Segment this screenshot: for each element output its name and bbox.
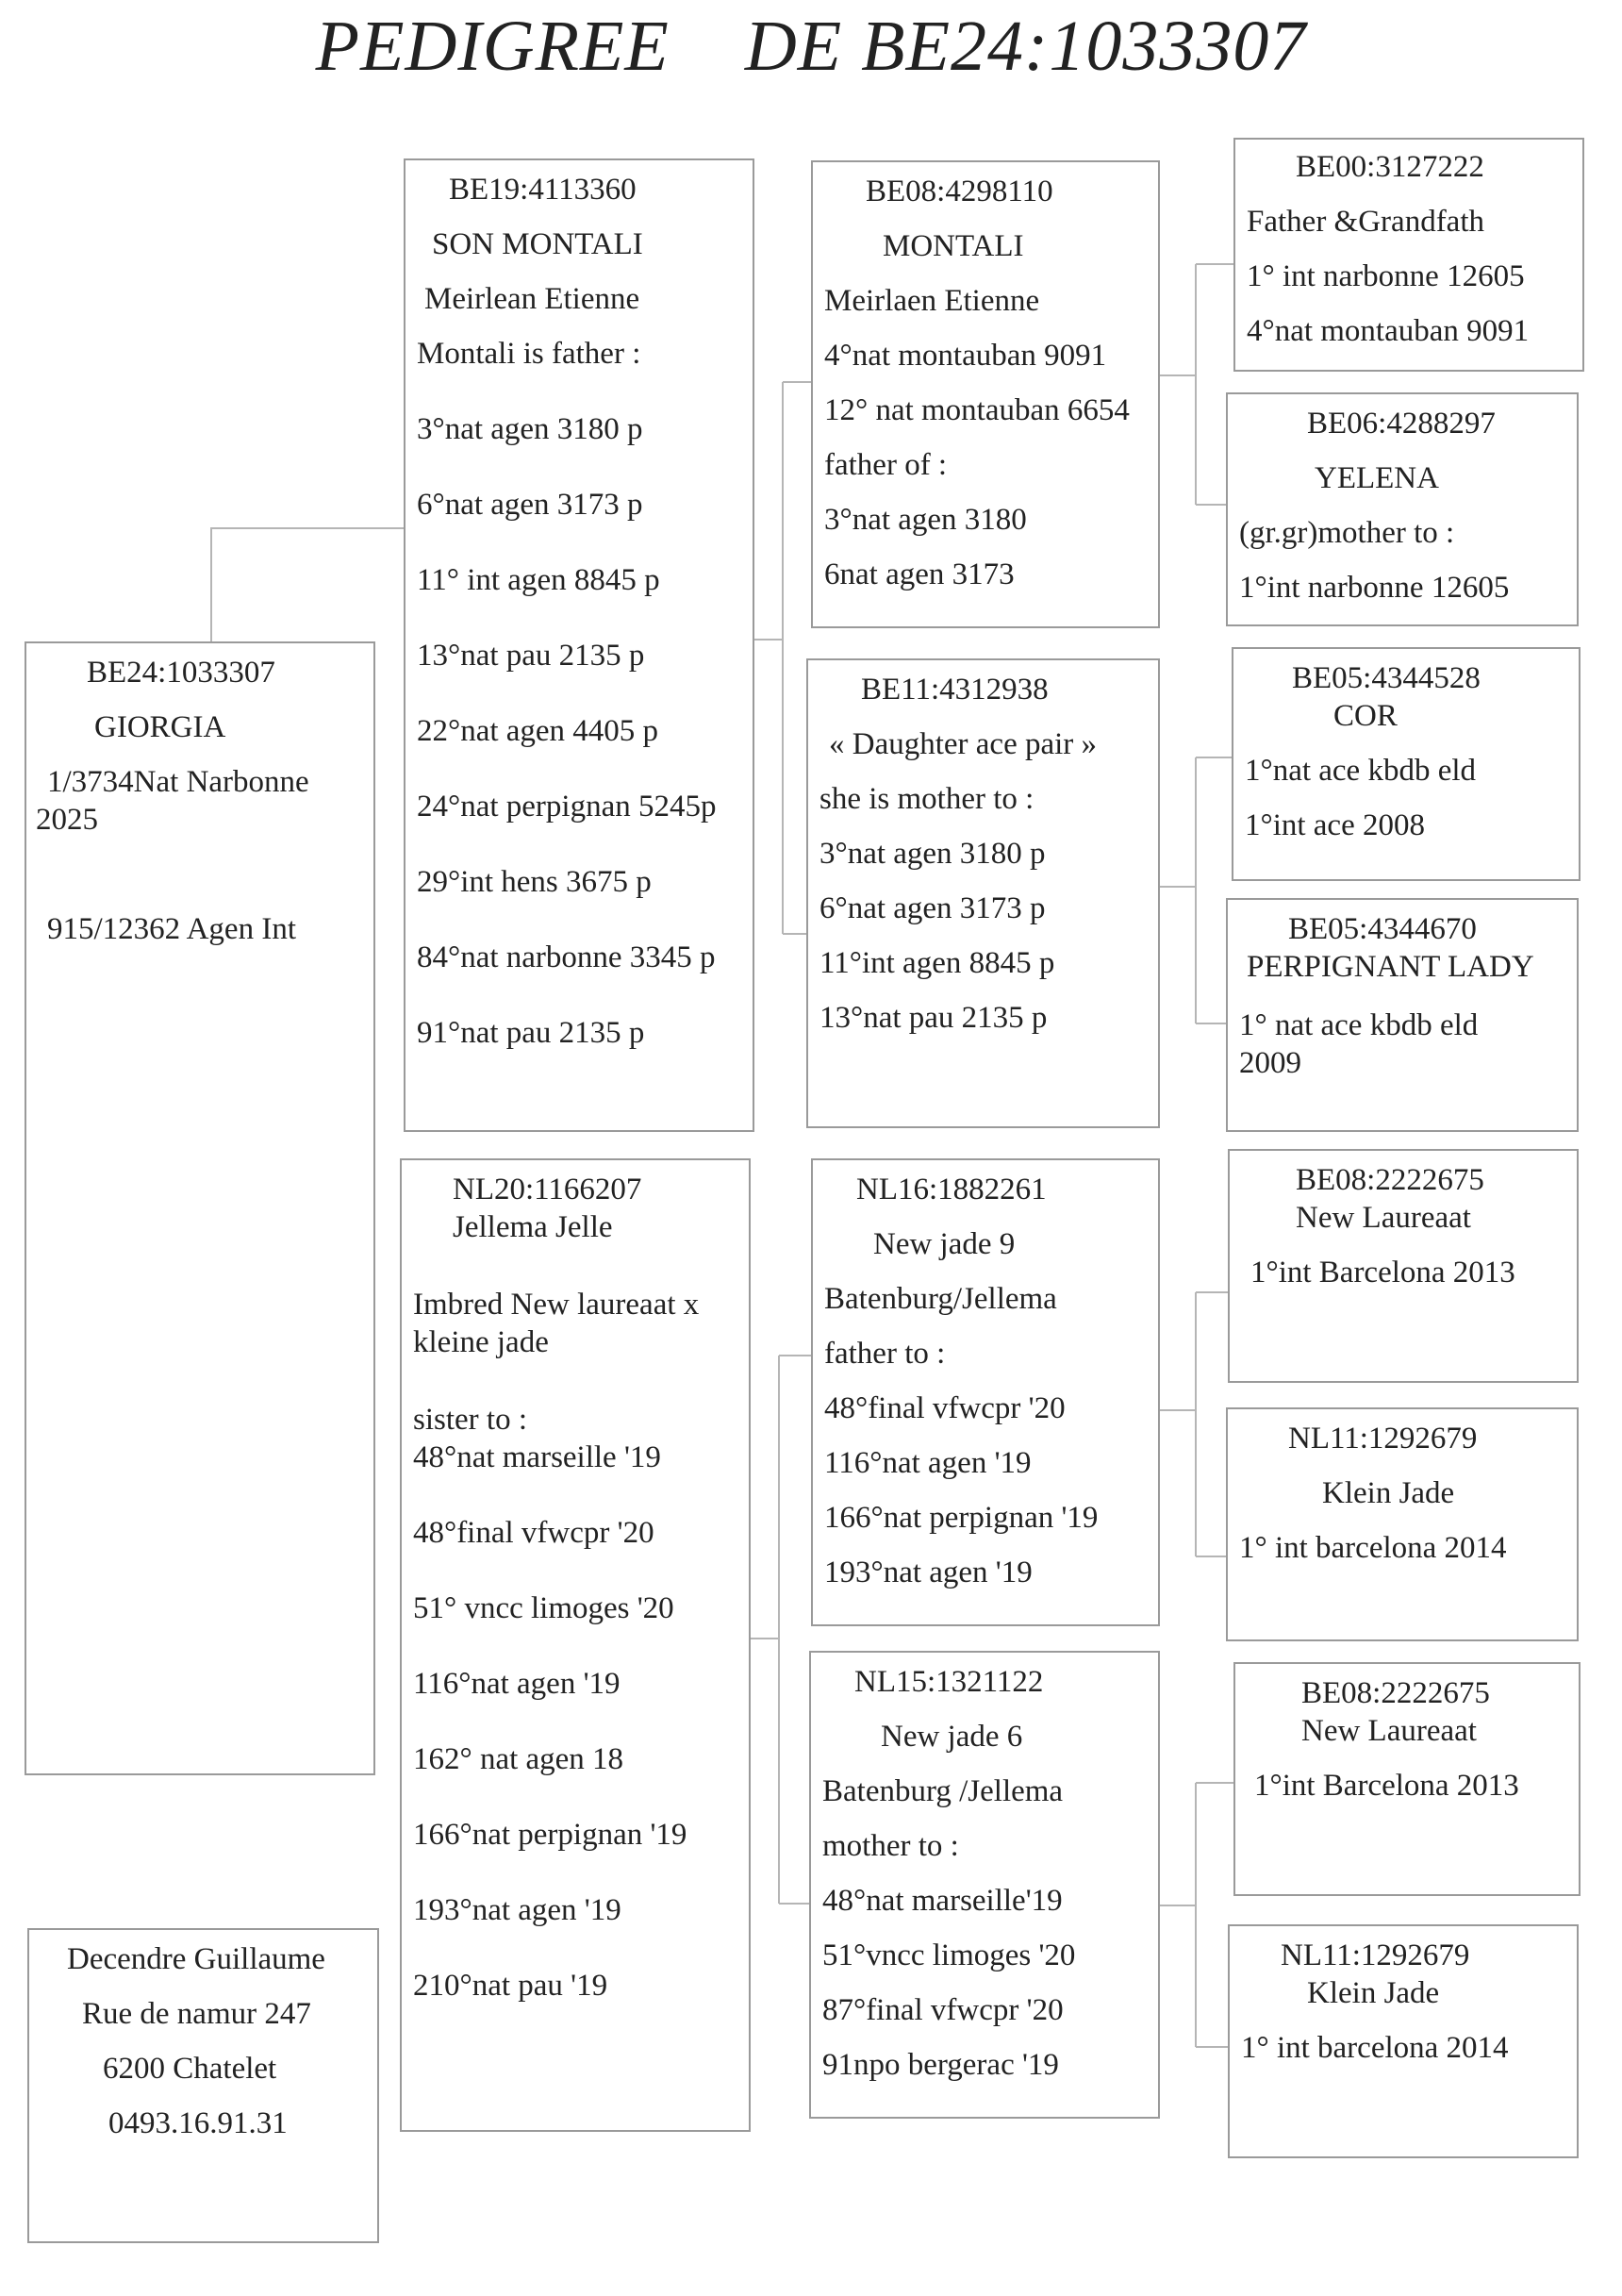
sire-breeder: Meirlean Etienne [424,282,640,316]
sdd-ring: BE05:4344670 [1288,912,1477,946]
ss-line: 12° nat montauban 6654 [824,393,1130,427]
owner-phone: 0493.16.91.31 [108,2106,288,2140]
dam-result: 193°nat agen '19 [413,1893,621,1927]
ss-name: MONTALI [883,229,1024,263]
sire-result: 29°int hens 3675 p [417,865,652,899]
dam-dam-card [809,1651,1160,2119]
sd-line: 3°nat agen 3180 p [819,837,1046,871]
sire-card [404,158,754,1132]
sire-result: 13°nat pau 2135 p [417,639,645,673]
ss-line: 6nat agen 3173 [824,557,1015,591]
dam-name: Jellema Jelle [453,1210,613,1244]
sdd-line: 2009 [1239,1046,1301,1080]
sire-ring: BE19:4113360 [449,173,637,207]
dam-result: 162° nat agen 18 [413,1742,624,1776]
dam-result: 210°nat pau '19 [413,1969,608,2003]
ddd-card [1228,1924,1579,2158]
dd-ring: NL15:1321122 [854,1665,1044,1699]
dd-line: 87°final vfwcpr '20 [822,1993,1064,2027]
ssd-ring: BE06:4288297 [1307,407,1496,441]
dam-ring: NL20:1166207 [453,1173,642,1206]
sire-result: 3°nat agen 3180 p [417,412,643,446]
ss-ring: BE08:4298110 [866,175,1053,208]
sss-line: 1° int narbonne 12605 [1247,259,1525,293]
ss-line: 3°nat agen 3180 [824,503,1027,537]
dsd-name: Klein Jade [1322,1476,1455,1510]
subject-result-year: 2025 [36,803,98,837]
dss-name: New Laureaat [1296,1201,1471,1235]
dss-card [1228,1149,1579,1383]
sd-line: 11°int agen 8845 p [819,946,1055,980]
title-ring: DE BE24:1033307 [744,7,1307,86]
sire-dam-card [806,658,1160,1128]
subject-ring: BE24:1033307 [87,656,275,690]
sd-name: « Daughter ace pair » [829,727,1098,761]
dss-ring: BE08:2222675 [1296,1163,1484,1197]
owner-city: 6200 Chatelet [103,2052,277,2086]
connector-subject-sire [211,528,404,641]
title-prefix: PEDIGREE [315,7,670,86]
sire-result: 22°nat agen 4405 p [417,714,659,748]
sire-result: 91°nat pau 2135 p [417,1016,645,1050]
ds-line: 193°nat agen '19 [824,1556,1033,1589]
dds-name: New Laureaat [1301,1714,1477,1748]
ss-line: father of : [824,448,948,482]
sire-note: Montali is father : [417,337,641,371]
dds-ring: BE08:2222675 [1301,1676,1490,1710]
owner-name: Decendre Guillaume [67,1942,325,1976]
sds-card [1232,647,1581,881]
ddd-line: 1° int barcelona 2014 [1241,2031,1509,2065]
sdd-name: PERPIGNANT LADY [1247,950,1534,984]
sire-name: SON MONTALI [432,227,643,261]
sire-sire-card [811,160,1160,628]
dam-card [400,1158,751,2132]
subject-result-2: 915/12362 Agen Int [47,912,296,946]
sds-name: COR [1333,699,1398,733]
page-title [0,6,1622,88]
dsd-line: 1° int barcelona 2014 [1239,1531,1507,1565]
ds-line: 116°nat agen '19 [824,1446,1032,1480]
sire-result: 24°nat perpignan 5245p [417,790,717,824]
sss-ring: BE00:3127222 [1296,150,1484,184]
sd-line: she is mother to : [819,782,1034,816]
sdd-line: 1° nat ace kbdb eld [1239,1008,1479,1042]
sss-card [1233,138,1584,372]
dam-note: sister to : [413,1403,527,1437]
subject-name: GIORGIA [94,710,226,744]
dsd-ring: NL11:1292679 [1288,1422,1478,1456]
sire-result: 11° int agen 8845 p [417,563,660,597]
dam-result: 116°nat agen '19 [413,1667,621,1701]
ddd-ring: NL11:1292679 [1281,1938,1470,1972]
sds-line: 1°int ace 2008 [1245,808,1425,842]
ds-line: 48°final vfwcpr '20 [824,1391,1066,1425]
sd-line: 6°nat agen 3173 p [819,891,1046,925]
sss-line: Father &Grandfath [1247,205,1484,239]
dam-result: 48°final vfwcpr '20 [413,1516,654,1550]
dd-line: 51°vncc limoges '20 [822,1938,1076,1972]
dam-sire-card [811,1158,1160,1626]
owner-street: Rue de namur 247 [82,1997,311,2031]
ssd-name: YELENA [1315,461,1439,495]
ds-line: 166°nat perpignan '19 [824,1501,1099,1535]
dd-line: 48°nat marseille'19 [822,1884,1063,1918]
ddd-name: Klein Jade [1307,1976,1440,2010]
dam-note: kleine jade [413,1325,549,1359]
dam-note: Imbred New laureaat x [413,1288,700,1322]
sire-result: 6°nat agen 3173 p [417,488,643,522]
sss-line: 4°nat montauban 9091 [1247,314,1530,348]
ssd-line: 1°int narbonne 12605 [1239,571,1510,605]
ds-line: father to : [824,1337,946,1371]
dds-line: 1°int Barcelona 2013 [1254,1769,1519,1803]
sds-line: 1°nat ace kbdb eld [1245,754,1477,788]
sd-line: 13°nat pau 2135 p [819,1001,1048,1035]
dd-name: New jade 6 [881,1720,1023,1754]
dam-result: 51° vncc limoges '20 [413,1591,674,1625]
sds-ring: BE05:4344528 [1292,661,1481,695]
ss-line: 4°nat montauban 9091 [824,339,1107,373]
dam-result: 166°nat perpignan '19 [413,1818,687,1852]
dd-breeder: Batenburg /Jellema [822,1774,1064,1808]
sdd-card [1226,898,1579,1132]
dss-line: 1°int Barcelona 2013 [1250,1256,1515,1289]
sire-result: 84°nat narbonne 3345 p [417,940,716,974]
sd-ring: BE11:4312938 [861,673,1049,707]
dam-result: 48°nat marseille '19 [413,1440,661,1474]
ds-name: New jade 9 [873,1227,1016,1261]
subject-card [25,641,375,1775]
dd-line: mother to : [822,1829,959,1863]
ssd-line: (gr.gr)mother to : [1239,516,1455,550]
dsd-card [1226,1407,1579,1641]
ds-breeder: Batenburg/Jellema [824,1282,1057,1316]
ds-ring: NL16:1882261 [856,1173,1047,1206]
dds-card [1233,1662,1581,1896]
owner-card [27,1928,379,2243]
dd-line: 91npo bergerac '19 [822,2048,1059,2082]
ss-breeder: Meirlaen Etienne [824,284,1040,318]
ssd-card [1226,392,1579,626]
subject-result: 1/3734Nat Narbonne [47,765,309,799]
